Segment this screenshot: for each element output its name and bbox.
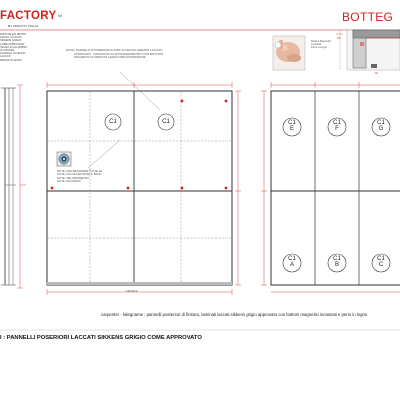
hand-photo-detail bbox=[273, 36, 305, 70]
marker-letter: B bbox=[334, 262, 339, 268]
magnet-note bbox=[57, 170, 102, 184]
marker-c1-c bbox=[374, 256, 388, 268]
left-notes bbox=[0, 33, 28, 62]
marker-c1-f bbox=[330, 120, 344, 132]
right-note-line: incassati bbox=[311, 43, 322, 47]
top-note-label: NOTE: bbox=[66, 48, 76, 52]
right-note-line: Perni in legno bbox=[311, 46, 327, 50]
client-name: BOTTEG bbox=[342, 10, 394, 24]
left-note-line: LEGNO LACCATO bbox=[0, 36, 22, 40]
right-note-line: Bottoni Magnetici bbox=[311, 40, 331, 43]
left-note-line: TELAIO IN ALLUMINIO bbox=[0, 45, 28, 49]
left-note-line: SIKKENS GRIGIO bbox=[0, 39, 22, 43]
left-note-line: SU MISURA bbox=[0, 49, 15, 53]
section-mark: A6 bbox=[337, 36, 341, 40]
top-note-line: PANNELLI POSTERIORI IN MDF DI LEGNO GREZZO LACCATI bbox=[76, 48, 163, 52]
mid-note-label: NOTE: bbox=[57, 169, 66, 173]
marker-letter: F bbox=[335, 126, 339, 132]
marker-code: C1 bbox=[377, 256, 385, 262]
mid-note-label: NOTE: bbox=[57, 179, 66, 184]
marker-code: C1 bbox=[333, 256, 341, 262]
left-note-line: COME APPROVATO bbox=[0, 42, 25, 46]
mid-note-label: NOTE: bbox=[57, 175, 66, 180]
marker-code: C1 bbox=[333, 120, 341, 126]
marker-code: C1 bbox=[288, 120, 296, 126]
brand-logo: FACTORY bbox=[0, 10, 57, 22]
marker-c1-g bbox=[374, 120, 388, 132]
marker-c1-b bbox=[330, 256, 344, 268]
left-note-line: FRONTALE E RETRO bbox=[0, 33, 26, 36]
drawing-title: I : PANNELLI POSERIORI LACCATI SIKKENS GRIGIO COME APPROVATO bbox=[0, 335, 202, 341]
corner-section-detail bbox=[336, 30, 400, 70]
top-note-line: MAGNETICI E PERNI IN LEGNO PER ESTRAZIONE bbox=[74, 55, 146, 60]
right-note bbox=[311, 40, 331, 49]
marker-letter: E bbox=[289, 126, 294, 132]
carpenter-caption: carpenter - falegname : pannelli posteriori di finitura, laminati laccati sikkens grigio approvato con bottoni magnetici incassati e perni in legno bbox=[101, 312, 368, 317]
mid-note-text: FACCE DEL BASE IL BANC bbox=[66, 172, 102, 177]
marker-c1-e bbox=[285, 120, 299, 132]
corner-mark: Ni bbox=[375, 71, 378, 75]
left-note-line: RIPIANI IN VETRO bbox=[0, 58, 23, 62]
for-label: for bbox=[58, 14, 63, 18]
magnet-detail bbox=[57, 152, 71, 166]
top-note bbox=[66, 49, 163, 60]
marker-letter: C bbox=[378, 262, 384, 268]
left-note-line: LACCATI bbox=[0, 55, 11, 59]
marker-code: C1 bbox=[288, 256, 296, 262]
marker-c1: C1 bbox=[162, 119, 170, 125]
marker-letter: G bbox=[378, 126, 384, 132]
marker-c1: C1 bbox=[109, 119, 117, 125]
mid-note-label: NOTE: bbox=[57, 172, 66, 177]
left-note-line: SCAFFALI IN LEGNO bbox=[0, 52, 26, 56]
mid-note-text: MAGNETIZZARE TUTTE LE bbox=[66, 169, 103, 173]
mid-note-text: INCASSATI bbox=[66, 179, 81, 184]
marker-letter: A bbox=[289, 262, 294, 268]
brand-subtitle: BY MINOTTI ITALIA bbox=[8, 24, 39, 28]
fronte-label: FRONTE bbox=[126, 289, 138, 293]
left-side-section bbox=[1, 85, 26, 288]
marker-code: C1 bbox=[377, 120, 385, 126]
top-note-line: APPROVATI - FISSAGGIO AL DIVISIONE/RETRO CON BOTTONI bbox=[74, 51, 164, 56]
c1-markers-right bbox=[283, 118, 390, 272]
mid-note-text: NEL PERIMETRO bbox=[66, 175, 90, 180]
marker-c1-a bbox=[285, 256, 299, 268]
